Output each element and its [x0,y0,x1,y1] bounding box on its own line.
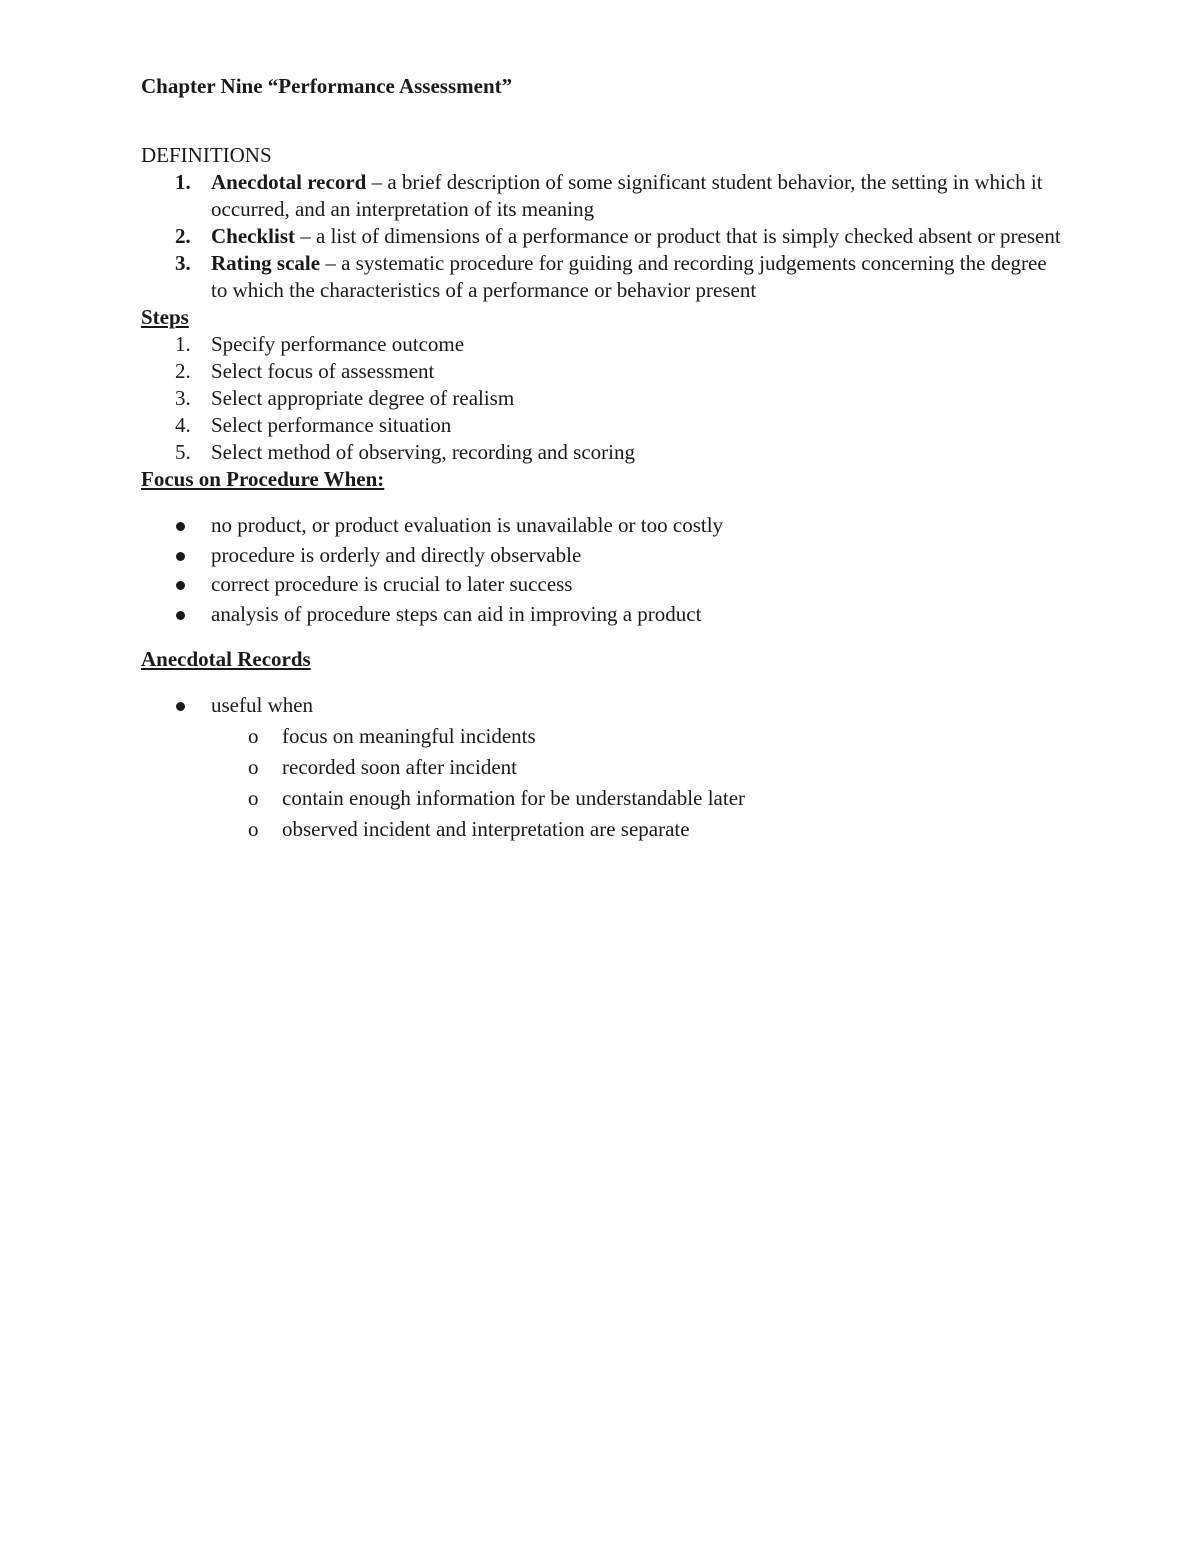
definitions-heading: DEFINITIONS [141,143,272,167]
anecdotal-heading: Anecdotal Records [141,647,311,671]
step-item [141,439,1061,466]
focus-list [141,511,1061,629]
sub-bullet-icon: o [248,816,259,841]
step-number: 5. [175,440,191,464]
step-text: Select appropriate degree of realism [211,386,515,410]
focus-item [141,541,1061,571]
definition-text: a brief description of some significant student behavior, the setting in which it occurred, and an interpretation of its meaning [211,170,1043,221]
anecdotal-list [141,691,1061,721]
sub-item-text: focus on meaningful incidents [282,723,536,748]
step-number: 4. [175,413,191,437]
definition-text: a systematic procedure for guiding and recording judgements concerning the degree to which the characteristics of a performance or behavior present [211,251,1047,302]
step-text: Select method of observing, recording and scoring [211,440,635,464]
definitions-list [141,169,1061,304]
definition-number: 1. [175,170,191,194]
sub-item [141,752,1061,783]
anecdotal-text: useful when [211,693,314,717]
focus-item [141,600,1061,630]
sub-item [141,721,1061,752]
step-item [141,385,1061,412]
step-text: Specify performance outcome [211,332,465,356]
step-text: Select performance situation [211,413,452,437]
definition-separator: – [295,224,316,248]
sub-item [141,783,1061,814]
definition-text: a list of dimensions of a performance or product that is simply checked absent or present [316,224,1061,248]
definition-term: Anecdotal record [211,170,367,194]
step-number: 1. [175,332,191,356]
anecdotal-item [141,691,1061,721]
bullet-icon [176,522,185,531]
steps-heading: Steps [141,305,189,329]
definition-separator: – [320,251,342,275]
sub-item-text: contain enough information for be understandable later [282,785,746,810]
focus-heading: Focus on Procedure When: [141,467,385,491]
bullet-icon [176,702,185,711]
step-item [141,331,1061,358]
sub-item [141,814,1061,845]
focus-item [141,511,1061,541]
sub-item-text: observed incident and interpretation are separate [282,816,690,841]
steps-list [141,331,1061,466]
focus-text: no product, or product evaluation is unavailable or too costly [211,513,724,537]
sub-bullet-icon: o [248,723,259,748]
focus-text: procedure is orderly and directly observable [211,542,582,567]
bullet-icon [176,611,185,620]
definition-item [141,169,1061,223]
definition-item [141,223,1061,250]
step-item [141,412,1061,439]
bullet-icon [176,552,185,561]
page-title: Chapter Nine “Performance Assessment” [141,74,513,98]
focus-text: correct procedure is crucial to later success [211,572,573,596]
anecdotal-sub-list [141,721,1061,845]
definition-term: Checklist [211,224,295,248]
focus-text: analysis of procedure steps can aid in improving a product [211,601,702,626]
definition-number: 2. [175,224,191,248]
step-text: Select focus of assessment [211,359,435,383]
focus-item [141,570,1061,600]
definition-separator: – [366,170,388,194]
definition-term: Rating scale [211,251,321,275]
sub-bullet-icon: o [248,785,259,810]
definition-number: 3. [175,251,191,275]
step-item [141,358,1061,385]
bullet-icon [176,581,185,590]
step-number: 2. [175,359,191,383]
definition-item [141,250,1061,304]
step-number: 3. [175,386,191,410]
sub-item-text: recorded soon after incident [282,754,517,779]
document-page [141,72,1061,845]
sub-bullet-icon: o [248,754,259,779]
